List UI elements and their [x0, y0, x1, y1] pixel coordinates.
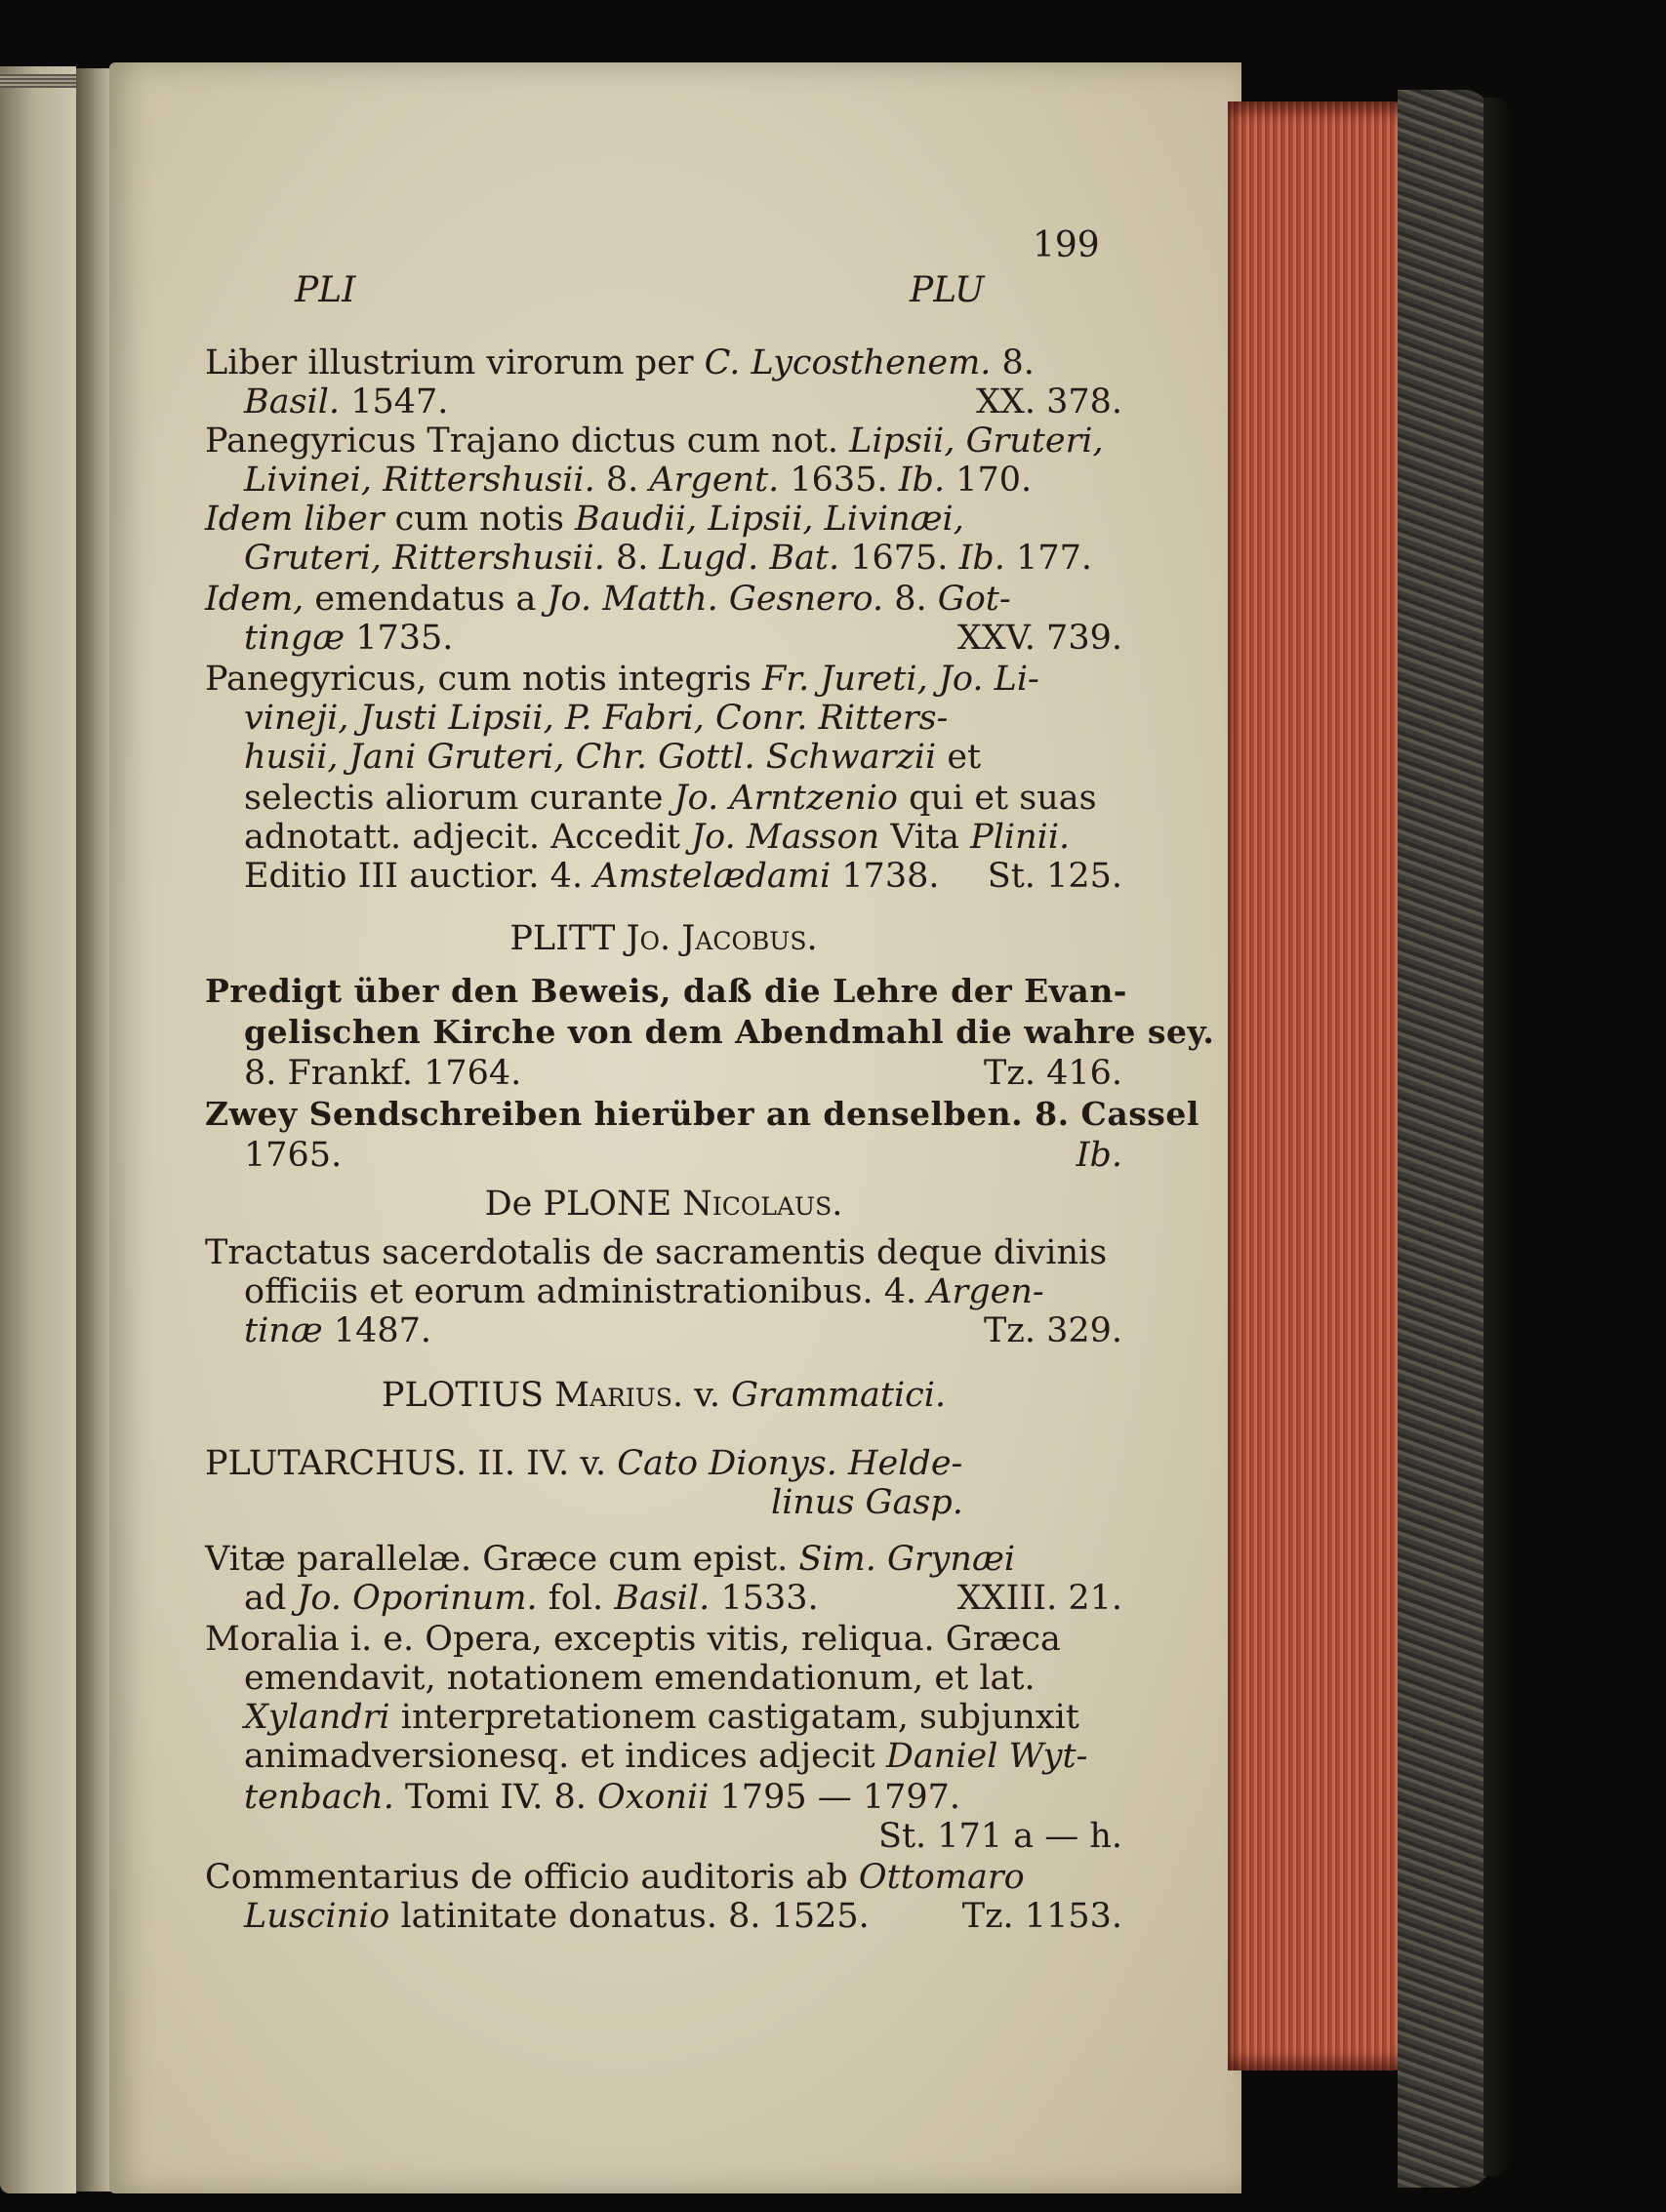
entry-line: Moralia i. e. Opera, exceptis vitis, reliqua. Græca	[205, 1620, 1061, 1659]
entry-ref: XX. 378.	[975, 382, 1122, 422]
entry-line: tenbach. Tomi IV. 8. Oxonii 1795 — 1797.	[244, 1778, 961, 1817]
entry-line: Zwey Sendschreiben hierüber an denselben. 8. Cassel	[205, 1095, 1199, 1133]
section-heading-plutarchus: PLUTARCHUS. II. IV. v. Cato Dionys. Helde-	[205, 1444, 963, 1483]
entry-line: tinæ 1487.	[244, 1311, 432, 1350]
entry-ref: St. 171 a — h.	[878, 1817, 1123, 1856]
entry-line: selectis aliorum curante Jo. Arntzenio qui et suas	[244, 779, 1097, 818]
entry-line: Gruteri, Rittershusii. 8. Lugd. Bat. 1675. Ib. 177.	[244, 539, 1092, 578]
entry-line: Panegyricus, cum notis integris Fr. Jureti, Jo. Li-	[205, 660, 1039, 699]
section-heading-plitt: PLITT Jo. Jacobus.	[509, 919, 818, 958]
entry-line: Tractatus sacerdotalis de sacramentis deque divinis	[205, 1233, 1108, 1272]
entry-line: Vitæ parallelæ. Græce cum epist. Sim. Grynæi	[205, 1540, 1016, 1579]
entry-line: tingæ 1735.	[244, 619, 454, 658]
entry-line: Livinei, Rittershusii. 8. Argent. 1635. Ib. 170.	[244, 461, 1033, 500]
entry-line: vineji, Justi Lipsii, P. Fabri, Conr. Ritters-	[244, 699, 949, 738]
entry-line: Editio III auctior. 4. Amstelædami 1738.	[244, 857, 940, 896]
entry-line: Liber illustrium virorum per C. Lycosthenem. 8.	[205, 343, 1035, 382]
entry-ref: Tz. 329.	[984, 1311, 1122, 1350]
entry-line: husii, Jani Gruteri, Chr. Gottl. Schwarzii et	[244, 738, 982, 777]
section-heading-plotius: PLOTIUS Marius. v. Grammatici.	[381, 1376, 947, 1415]
section-heading-plone: De PLONE Nicolaus.	[484, 1185, 843, 1224]
entry-line: Idem liber cum notis Baudii, Lipsii, Livinæi,	[205, 500, 964, 539]
entry-line: emendavit, notationem emendationum, et lat.	[244, 1659, 1036, 1698]
entry-ref: Tz. 1153.	[961, 1897, 1122, 1936]
entry-line: Basil. 1547.	[244, 382, 449, 422]
entry-line: Predigt über den Beweis, daß die Lehre der Evan-	[205, 972, 1128, 1010]
entry-line: gelischen Kirche von dem Abendmahl die wahre sey.	[244, 1013, 1215, 1051]
entry-ref: Ib.	[1076, 1136, 1122, 1175]
entry-line: 8. Frankf. 1764.	[244, 1054, 522, 1093]
running-head-left: PLI	[295, 270, 356, 310]
entry-line: Idem, emendatus a Jo. Matth. Gesnero. 8. Got-	[205, 580, 1011, 619]
entry-line: officiis et eorum administrationibus. 4. Argen-	[244, 1272, 1044, 1311]
entry-line: Commentarius de officio auditoris ab Ottomaro	[205, 1858, 1025, 1897]
section-heading-plutarchus-cont: linus Gasp.	[771, 1483, 963, 1522]
entry-ref: XXV. 739.	[956, 619, 1122, 658]
entry-line: ad Jo. Oporinum. fol. Basil. 1533.	[244, 1579, 819, 1618]
entry-line: Luscinio latinitate donatus. 8. 1525.	[244, 1897, 870, 1936]
entry-line: adnotatt. adjecit. Accedit Jo. Masson Vita Plinii.	[244, 818, 1071, 857]
entry-line: 1765.	[244, 1136, 343, 1175]
entry-line: animadversionesq. et indices adjecit Daniel Wyt-	[244, 1737, 1088, 1776]
entry-ref: St. 125.	[987, 857, 1122, 896]
running-head-right: PLU	[910, 270, 985, 310]
entry-ref: XXIII. 21.	[956, 1579, 1122, 1618]
page-number: 199	[1033, 225, 1100, 265]
entry-ref: Tz. 416.	[984, 1054, 1122, 1093]
entry-line: Xylandri interpretationem castigatam, subjunxit	[244, 1698, 1079, 1737]
entry-line: Panegyricus Trajano dictus cum not. Lipsii, Gruteri,	[205, 422, 1104, 461]
